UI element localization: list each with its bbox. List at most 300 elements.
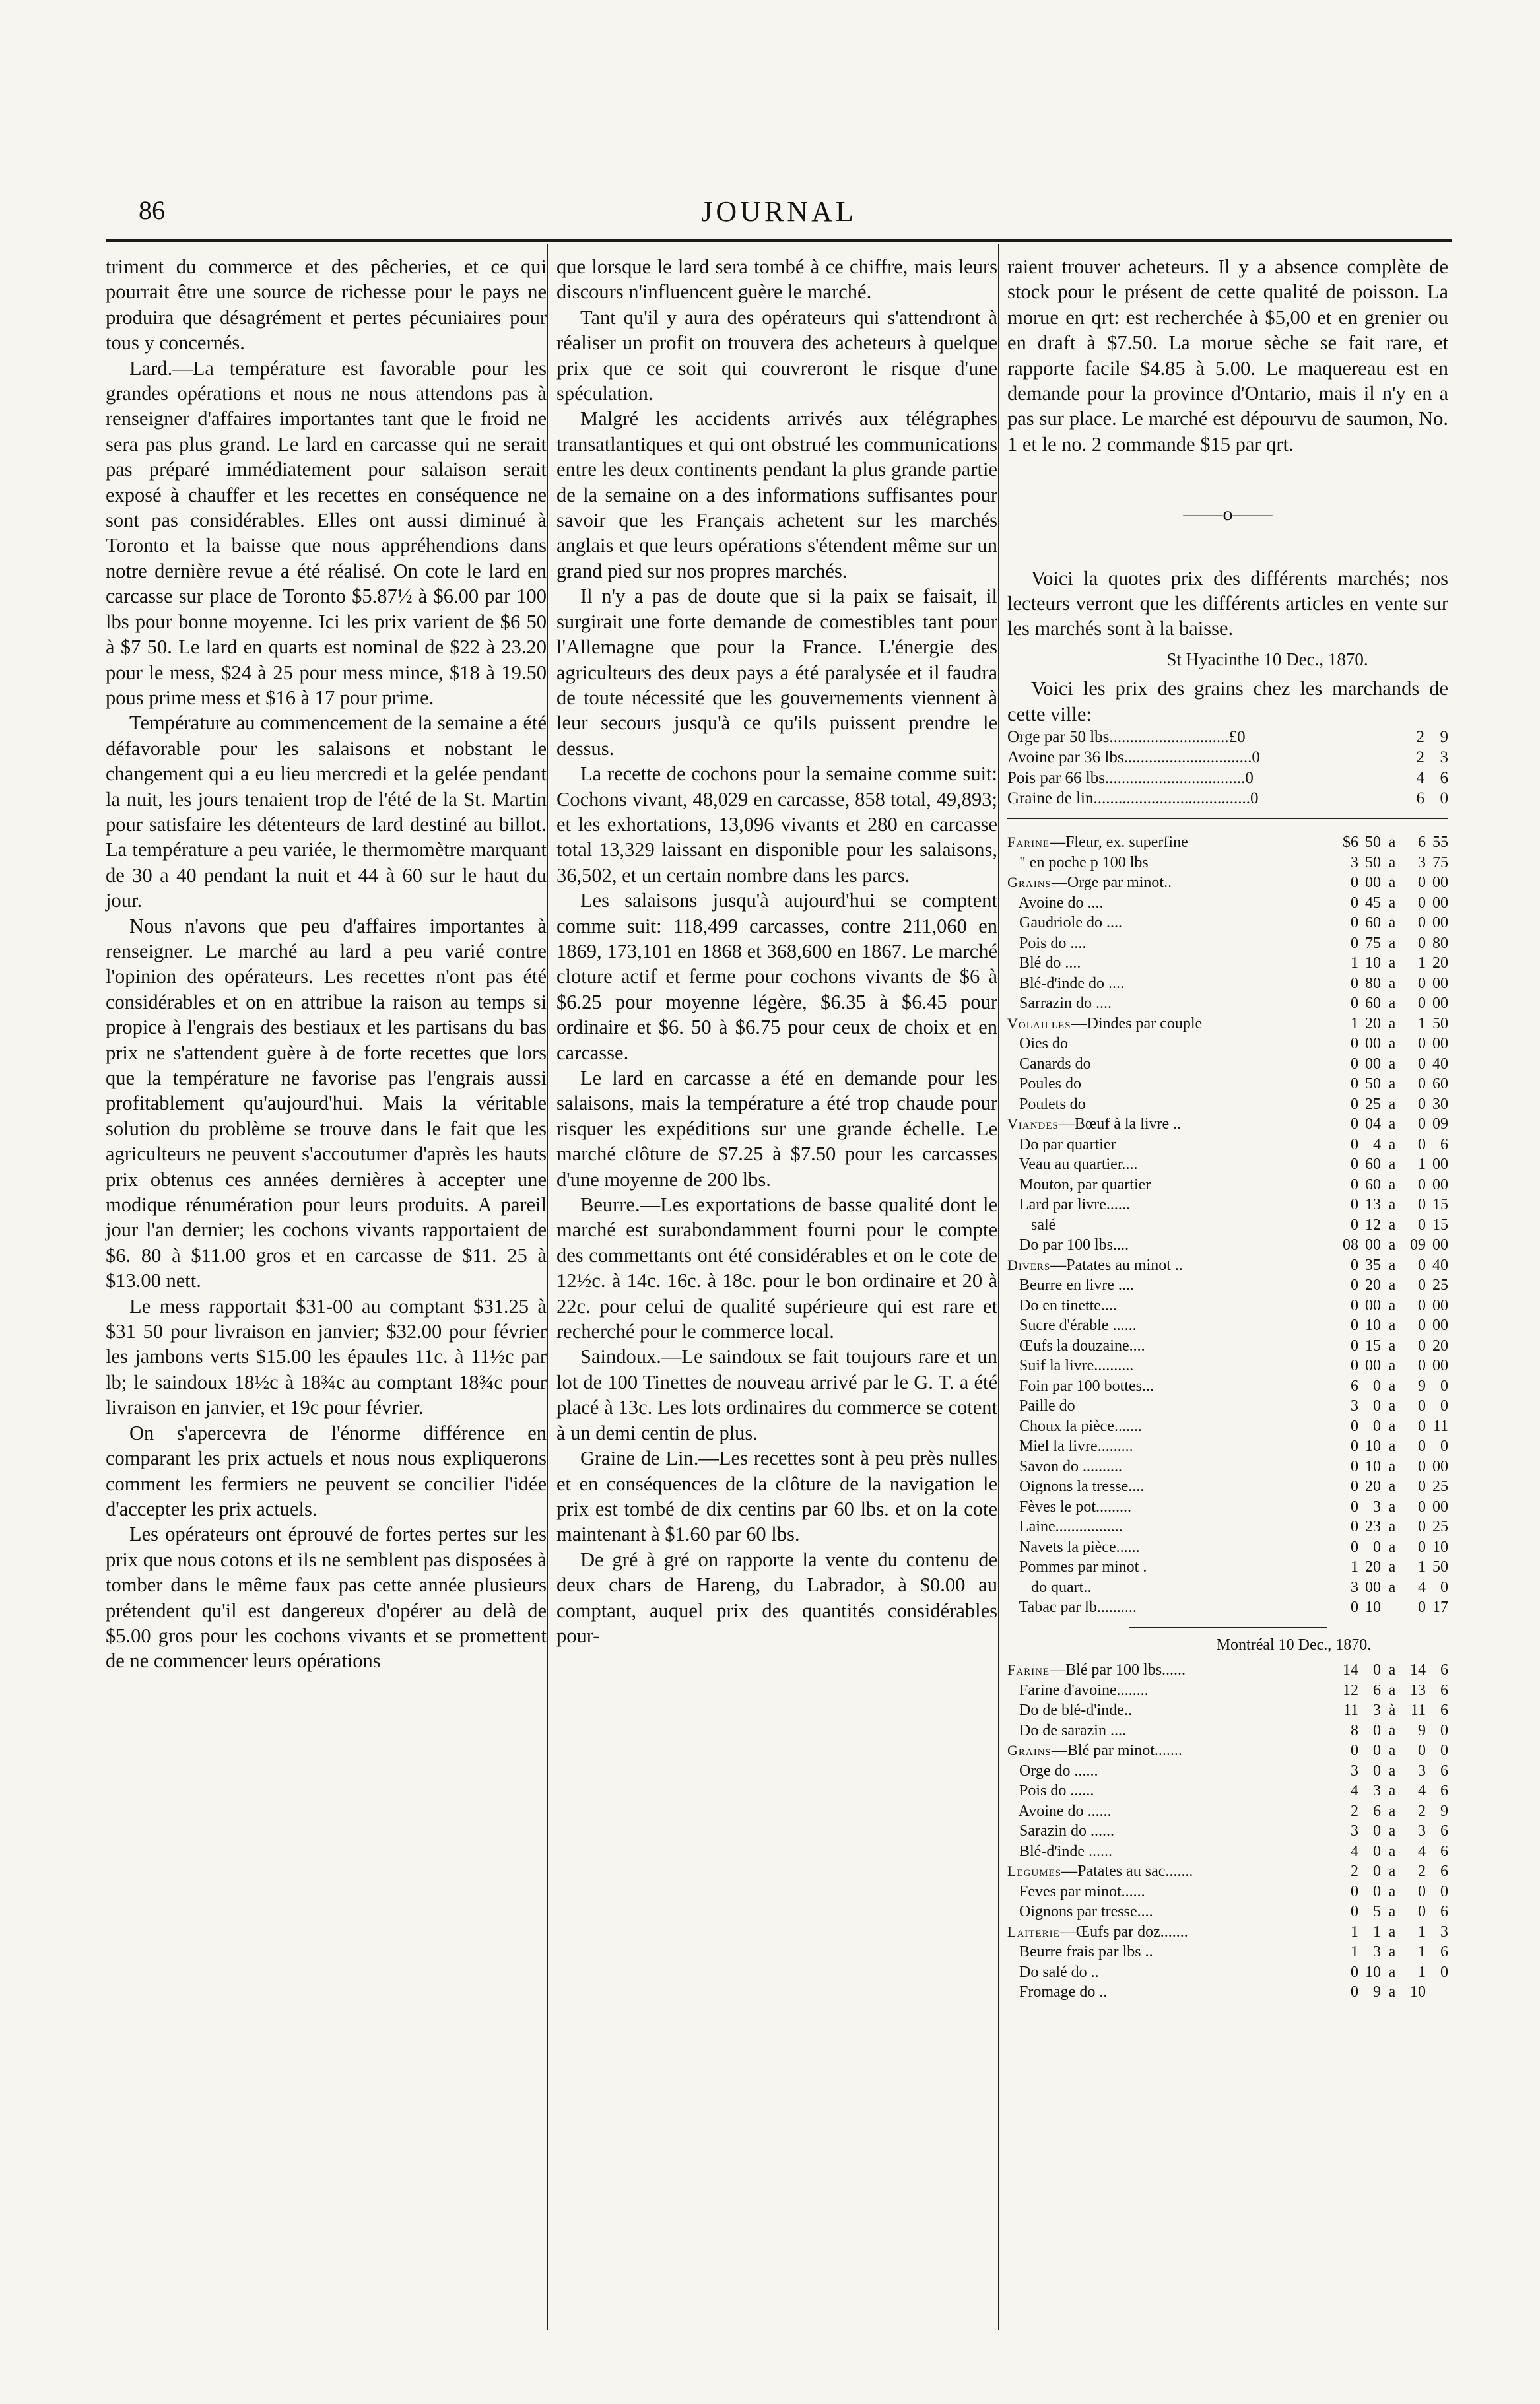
table-row	[1007, 1660, 1448, 1681]
price-v2: 20	[1365, 1478, 1381, 1496]
price-v4: 40	[1432, 1256, 1448, 1274]
price-v4: 00	[1432, 1156, 1448, 1174]
price-v4: 15	[1432, 1216, 1448, 1234]
item-label: Choux la pièce.......	[1007, 1417, 1142, 1435]
price-v3: 0	[1418, 1176, 1426, 1193]
price-a: a	[1388, 1518, 1396, 1536]
price-v1: 0	[1351, 1296, 1358, 1314]
price-v1: 0	[1351, 894, 1358, 912]
price-v4: 0	[1440, 1721, 1448, 1739]
category-label: Farine	[1007, 1661, 1050, 1678]
price-a: a	[1388, 954, 1396, 972]
cell-a: 6	[1416, 789, 1424, 808]
price-v3: 0	[1418, 1256, 1426, 1274]
price-v2: 00	[1365, 1296, 1381, 1314]
price-v2: 5	[1373, 1903, 1381, 1920]
table-row	[1007, 1275, 1448, 1296]
item-label: —Patates au sac.......	[1061, 1863, 1193, 1880]
price-v1: 0	[1351, 1337, 1358, 1354]
category-label: Viandes	[1007, 1116, 1059, 1133]
price-v3: 0	[1418, 1903, 1426, 1920]
item-label: Mouton, par quartier	[1007, 1176, 1151, 1193]
price-v4: 75	[1432, 853, 1448, 871]
price-v3: 0	[1418, 1296, 1426, 1314]
price-a: a	[1388, 1822, 1396, 1840]
price-v1: 0	[1351, 1903, 1358, 1920]
table-row	[1007, 1801, 1448, 1822]
price-v1: 4	[1351, 1782, 1358, 1799]
item-label: salé	[1007, 1216, 1056, 1234]
item-label: Do par 100 lbs....	[1007, 1236, 1129, 1254]
price-v3: 0	[1418, 1438, 1426, 1455]
price-a: a	[1388, 1296, 1396, 1314]
item-label: —Fleur, ex. superfine	[1050, 834, 1188, 851]
price-v3: 0	[1418, 934, 1426, 952]
price-v4: 00	[1432, 995, 1448, 1013]
table-row	[1007, 913, 1448, 933]
table-row	[1007, 1114, 1448, 1135]
price-v3: 0	[1418, 1135, 1426, 1153]
price-v3: 0	[1418, 1196, 1426, 1214]
price-v4: 00	[1432, 1357, 1448, 1375]
price-v2: 6	[1373, 1681, 1381, 1699]
item-label: Pois do ......	[1007, 1782, 1094, 1799]
table-row	[1007, 974, 1448, 994]
table-row	[1007, 893, 1448, 914]
price-v2: 60	[1365, 1156, 1381, 1174]
price-v3: 4	[1418, 1578, 1426, 1596]
price-a: a	[1388, 1802, 1396, 1820]
item-cell	[1007, 1942, 1336, 1962]
price-v1: 0	[1351, 1256, 1358, 1274]
price-v4: 6	[1440, 1842, 1448, 1860]
price-v2: 3	[1373, 1498, 1381, 1516]
paragraph: Température au commencement de la semaine a été défavorable pour les salaisons et nobstant le changement qui a eu lieu mercredi et la gelée pendant la nuit, les jours tenaient trop de l'été de la St. Martin pour satisfaire les détenteurs de lard destiné au billot. La température a peu variée, le thermomètre marquant de 30 a 40 pendant la nuit et 44 à 60 sur le haut du jour.	[106, 712, 547, 912]
price-v2: 45	[1365, 894, 1381, 912]
category-label: Laiterie	[1007, 1923, 1060, 1940]
price-a: a	[1388, 874, 1396, 892]
price-v3: 1	[1418, 1015, 1426, 1032]
price-v3: 6	[1418, 834, 1426, 851]
column-3	[1007, 254, 1448, 2003]
price-a: a	[1388, 1742, 1396, 1759]
price-v3: 3	[1418, 853, 1426, 871]
price-v2: 50	[1365, 1075, 1381, 1093]
item-cell	[1007, 1537, 1336, 1558]
item-label: —Blé par minot.......	[1051, 1742, 1182, 1759]
item-cell	[1007, 1902, 1336, 1922]
price-v4: 00	[1432, 1176, 1448, 1193]
table-row	[1007, 1922, 1448, 1943]
item-cell	[1007, 953, 1336, 974]
cell-label: Orge par 50 lbs.............................£0	[1007, 728, 1246, 747]
item-cell	[1007, 1014, 1336, 1034]
price-v2: 75	[1365, 934, 1381, 952]
price-v1: 8	[1351, 1721, 1358, 1739]
price-v1: 0	[1351, 1518, 1358, 1536]
item-label: Fèves le pot.........	[1007, 1498, 1131, 1516]
price-a: a	[1388, 914, 1396, 932]
price-v2: 0	[1373, 1842, 1381, 1860]
table-row	[1007, 1195, 1448, 1215]
paragraph: Lard.—La température est favorable pour les grandes opérations et nous ne nous attendons pas à renseigner d'affaires importantes tant que le froid ne sera pas plus grand. Le lard en carcasse qui ne serait pas préparé immédiatement pour salaison serait exposé à chauffer et les recettes en conséquence ne sont pas considérables. Elles ont aussi diminué à Toronto et la baisse que nous appréhendions dans notre dernière revue a été réalisé. On cote le lard en carcasse sur place de Toronto $5.87½ à $6.00 par 100 lbs pour bonne moyenne. Ici les prix varient de $6 50 à $7 50. Le lard en quarts est nominal de $22 à 23.20 pour le mess, $24 à 25 pour mess mince, $18 à 19.50 pous prime mess et $16 à 17 pour prime.	[106, 356, 547, 709]
price-a: a	[1388, 995, 1396, 1013]
price-v1: 0	[1351, 1538, 1358, 1556]
paragraph: Tant qu'il y aura des opérateurs qui s'attendront à réaliser un profit on trouvera des acheteurs à quelque prix que ce soit qui couvreront le risque d'une spéculation.	[556, 306, 997, 405]
item-label: Orge do ......	[1007, 1762, 1098, 1780]
price-v3: 9	[1418, 1377, 1426, 1395]
paragraph: Il n'y a pas de doute que si la paix se faisait, il surgirait une forte demande de comestibles tant pour l'Allemagne que pour la France. L'énergie des agriculteurs des deux pays a été paralysée et il faudra de toute nécessité que les gouvernements viennent à leur secours jusqu'à ce qu'ils puissent prendre le dessus.	[556, 585, 997, 760]
item-cell	[1007, 1275, 1336, 1296]
item-label: Avoine do ....	[1007, 894, 1104, 912]
price-v2: 20	[1365, 1015, 1381, 1032]
item-cell	[1007, 1861, 1336, 1882]
category-label: Farine	[1007, 834, 1050, 851]
table-row	[1007, 1034, 1448, 1054]
price-a: a	[1388, 1216, 1396, 1234]
price-v1: 1	[1351, 954, 1358, 972]
item-label: —Dindes par couple	[1071, 1015, 1203, 1032]
column-1	[106, 254, 547, 1674]
item-cell	[1007, 1801, 1336, 1822]
table-row	[1007, 788, 1448, 809]
price-v1: 0	[1351, 1075, 1358, 1093]
price-v2: 04	[1365, 1116, 1381, 1133]
table-row	[1007, 1296, 1448, 1316]
item-cell	[1007, 974, 1336, 994]
price-v1: 0	[1351, 1742, 1358, 1759]
item-label: Foin par 100 bottes...	[1007, 1377, 1154, 1395]
table-row	[1007, 1962, 1448, 1983]
price-v4: 25	[1432, 1518, 1448, 1536]
price-v3: 0	[1418, 1742, 1426, 1759]
price-v1: 0	[1351, 1176, 1358, 1193]
item-label: do quart..	[1007, 1578, 1092, 1596]
price-v4: 0	[1440, 1438, 1448, 1455]
price-v2: 20	[1365, 1277, 1381, 1294]
montreal-dateline: Montréal 10 Dec., 1870.	[1216, 1636, 1372, 1653]
price-v1: 0	[1351, 1417, 1358, 1435]
item-cell	[1007, 1255, 1336, 1276]
table-row	[1007, 1842, 1448, 1862]
price-v2: 60	[1365, 995, 1381, 1013]
price-v2: 00	[1365, 874, 1381, 892]
price-a: a	[1388, 1498, 1396, 1516]
table-rule	[1007, 818, 1448, 819]
price-a: a	[1388, 1903, 1396, 1920]
price-v2: 6	[1373, 1802, 1381, 1820]
price-v2: 0	[1373, 1417, 1381, 1435]
category-label: Divers	[1007, 1256, 1051, 1273]
price-v1: 0	[1351, 914, 1358, 932]
item-label: Blé-d'inde ......	[1007, 1842, 1112, 1860]
price-v3: 4	[1418, 1842, 1426, 1860]
item-label: Beurre en livre ....	[1007, 1277, 1134, 1294]
item-label: Do en tinette....	[1007, 1296, 1117, 1314]
price-v3: 1	[1418, 1943, 1426, 1960]
item-cell	[1007, 1054, 1336, 1075]
table-row	[1007, 1396, 1448, 1417]
price-a: a	[1388, 1558, 1396, 1576]
item-cell	[1007, 1436, 1336, 1457]
price-a: a	[1388, 1661, 1396, 1679]
item-cell	[1007, 1700, 1336, 1721]
item-label: Fromage do ..	[1007, 1984, 1108, 2001]
item-label: Pois do ....	[1007, 934, 1087, 952]
price-v1: 1	[1351, 1015, 1358, 1032]
price-v3: 1	[1418, 1963, 1426, 1981]
price-v2: 0	[1373, 1377, 1381, 1395]
price-a: a	[1388, 1397, 1396, 1415]
column-divider-1	[547, 244, 548, 2330]
paragraph: Graine de Lin.—Les recettes sont à peu près nulles et en conséquences de la clôture de la navigation le prix est tombé de dix centins par 60 lbs. et on la cote maintenant à $1.60 par 60 lbs.	[556, 1447, 997, 1546]
price-v2: 9	[1373, 1984, 1381, 2001]
price-v2: 10	[1365, 1599, 1381, 1617]
item-label: Navets la pièce......	[1007, 1538, 1140, 1556]
price-v4: 6	[1440, 1863, 1448, 1880]
price-a: a	[1388, 1236, 1396, 1254]
price-v1: 0	[1351, 1963, 1358, 1981]
price-v1: 1	[1351, 1923, 1358, 1941]
item-cell	[1007, 1114, 1336, 1135]
category-label: Legumes	[1007, 1863, 1062, 1879]
price-v2: 60	[1365, 914, 1381, 932]
price-v1: 4	[1351, 1842, 1358, 1860]
price-v1: 0	[1351, 1216, 1358, 1234]
price-v2: 15	[1365, 1337, 1381, 1354]
paragraph: Les salaisons jusqu'à aujourd'hui se comptent comme suit: 118,499 carcasses, contre 211,060 en 1869, 173,101 en 1868 et 368,600 en 1867. Le marché cloture actif et ferme pour cochons vivants de $6 à $6.25 pour moyenne légère, $6.35 à $6.45 pour ordinaire et $6. 50 à $6.75 pour ceux de choix et en carcasse.	[556, 889, 997, 1064]
price-v3: 0	[1418, 1478, 1426, 1496]
price-v3: 0	[1418, 874, 1426, 892]
item-cell	[1007, 1982, 1336, 2003]
price-v2: 20	[1365, 1558, 1381, 1576]
table-row	[1007, 1982, 1448, 2003]
price-a: a	[1388, 1035, 1396, 1053]
price-v2: 1	[1373, 1923, 1381, 1941]
price-v3: 3	[1418, 1822, 1426, 1840]
page-header	[106, 195, 1452, 234]
table-row	[1007, 1316, 1448, 1336]
price-v1: 0	[1351, 1317, 1358, 1335]
table-row	[1007, 1436, 1448, 1457]
st-hyacinthe-grain-table	[1007, 727, 1448, 809]
item-cell	[1007, 1681, 1336, 1701]
price-v3: 4	[1418, 1782, 1426, 1799]
price-v3: 0	[1418, 1277, 1426, 1294]
table-row	[1007, 1376, 1448, 1397]
price-v1: 3	[1351, 1578, 1358, 1596]
price-v1: 3	[1351, 853, 1358, 871]
price-v4: 00	[1432, 914, 1448, 932]
price-v2: 0	[1373, 1721, 1381, 1739]
price-v4: 40	[1432, 1055, 1448, 1073]
price-v4: 17	[1432, 1599, 1448, 1617]
price-v4: 3	[1440, 1923, 1448, 1941]
price-v3: 0	[1418, 1538, 1426, 1556]
price-v4: 6	[1440, 1661, 1448, 1679]
price-v4: 00	[1432, 1296, 1448, 1314]
price-v2: 10	[1365, 1963, 1381, 1981]
item-label: Poules do	[1007, 1075, 1082, 1093]
table-row	[1007, 1336, 1448, 1356]
item-label: Lard par livre......	[1007, 1196, 1130, 1214]
item-cell	[1007, 1175, 1336, 1195]
price-v3: 13	[1410, 1681, 1426, 1699]
price-v3: 0	[1418, 995, 1426, 1013]
table-row	[1007, 1942, 1448, 1962]
table-row	[1007, 1074, 1448, 1094]
table-row	[1007, 768, 1448, 788]
price-a: a	[1388, 1943, 1396, 1960]
price-v3: 0	[1418, 1457, 1426, 1475]
price-v1: 2	[1351, 1802, 1358, 1820]
price-v1: 3	[1351, 1822, 1358, 1840]
price-a: a	[1388, 1317, 1396, 1335]
price-v2: 0	[1373, 1742, 1381, 1759]
table-row	[1007, 1861, 1448, 1882]
price-v4: 15	[1432, 1196, 1448, 1214]
price-v4: 20	[1432, 1337, 1448, 1354]
price-v2: 0	[1373, 1883, 1381, 1900]
price-a: à	[1388, 1702, 1396, 1719]
price-v4: 0	[1440, 1963, 1448, 1981]
cell-label: Pois par 66 lbs..................................0	[1007, 769, 1254, 787]
item-cell	[1007, 1235, 1336, 1255]
table-row	[1007, 1215, 1448, 1236]
price-v2: 00	[1365, 1236, 1381, 1254]
price-v4: 00	[1432, 1457, 1448, 1475]
item-cell	[1007, 1962, 1336, 1983]
item-label: Pommes par minot .	[1007, 1558, 1147, 1576]
price-v2: 60	[1365, 1176, 1381, 1193]
price-v1: 0	[1351, 934, 1358, 952]
table-row	[1007, 747, 1448, 768]
price-v3: 0	[1418, 1599, 1426, 1617]
cell-label: Avoine par 36 lbs...............................0	[1007, 749, 1260, 767]
price-v2: 50	[1365, 834, 1381, 851]
item-cell	[1007, 1842, 1336, 1862]
table-row	[1007, 1417, 1448, 1437]
item-label: Savon do ..........	[1007, 1457, 1122, 1475]
price-v3: 1	[1418, 1156, 1426, 1174]
item-cell	[1007, 1741, 1336, 1761]
price-v1: 3	[1351, 1397, 1358, 1415]
price-v1: 0	[1351, 1438, 1358, 1455]
item-label: Do par quartier	[1007, 1135, 1116, 1153]
price-v4: 50	[1432, 1558, 1448, 1576]
item-cell	[1007, 1781, 1336, 1801]
item-cell	[1007, 1396, 1336, 1417]
item-cell	[1007, 1094, 1336, 1115]
cell-b: 0	[1440, 789, 1448, 808]
quotes-intro: Voici la quotes prix des différents marchés; nos lecteurs verront que les différents articles en vente sur les marchés sont à la baisse.	[1007, 566, 1448, 640]
table-row	[1007, 1054, 1448, 1075]
paragraph: Beurre.—Les exportations de basse qualité dont le marché est surabondamment fourni pour le compte des commettants ont été considérables et on le cote de 12½c. à 14c. 16c. à 18c. pour le bon ordinaire et 20 à 22c. pour celui de qualité supérieure qui est rare et recherché pour le commerce local.	[556, 1193, 997, 1343]
item-label: Œufs la douzaine....	[1007, 1337, 1145, 1354]
item-label: Oignons la tresse....	[1007, 1478, 1145, 1496]
price-v4: 50	[1432, 1015, 1448, 1032]
price-v3: 0	[1418, 1518, 1426, 1536]
price-a: a	[1388, 974, 1396, 992]
price-v1: 0	[1351, 1095, 1358, 1113]
table-row	[1007, 1761, 1448, 1782]
price-v1: 0	[1351, 1883, 1358, 1900]
item-label: Suif la livre..........	[1007, 1357, 1134, 1375]
price-v3: 1	[1418, 954, 1426, 972]
price-v3: 0	[1418, 1055, 1426, 1073]
table-row	[1007, 1597, 1448, 1618]
price-a: a	[1388, 1984, 1396, 2001]
price-v2: 10	[1365, 1317, 1381, 1335]
column-2	[556, 254, 997, 1648]
price-v3: 0	[1418, 1883, 1426, 1900]
price-v3: 3	[1418, 1762, 1426, 1780]
price-v2: 0	[1373, 1822, 1381, 1840]
price-a: a	[1388, 1538, 1396, 1556]
price-v4: 0	[1440, 1883, 1448, 1900]
price-v4: 9	[1440, 1802, 1448, 1820]
price-v2: 25	[1365, 1095, 1381, 1113]
price-v3: 0	[1418, 1116, 1426, 1133]
price-v4: 25	[1432, 1478, 1448, 1496]
st-hyacinthe-intro: Voici les prix des grains chez les marchands de cette ville:	[1007, 677, 1448, 725]
montreal-price-table	[1007, 1660, 1448, 2003]
price-v4: 00	[1432, 1236, 1448, 1254]
item-label: —Patates au minot ..	[1050, 1256, 1183, 1274]
price-v1: 0	[1351, 1196, 1358, 1214]
cell-b: 6	[1440, 769, 1448, 787]
price-a: a	[1388, 1842, 1396, 1860]
price-a: a	[1388, 1478, 1396, 1496]
table-row	[1007, 1681, 1448, 1701]
price-v4: 0	[1440, 1397, 1448, 1415]
table-row	[1007, 1781, 1448, 1801]
price-v3: 0	[1418, 974, 1426, 992]
item-label: —Orge par minot..	[1051, 874, 1172, 892]
price-a: a	[1388, 934, 1396, 952]
item-label: Oignons par tresse....	[1007, 1903, 1153, 1920]
price-v4: 20	[1432, 954, 1448, 972]
price-v3: 0	[1418, 1216, 1426, 1234]
item-label: Sarazin do ......	[1007, 1822, 1114, 1840]
price-v3: 9	[1418, 1721, 1426, 1739]
price-v4: 6	[1440, 1822, 1448, 1840]
price-v2: 10	[1365, 1457, 1381, 1475]
item-label: Farine d'avoine........	[1007, 1681, 1149, 1699]
item-cell	[1007, 853, 1336, 873]
price-v3: 1	[1418, 1558, 1426, 1576]
price-a: a	[1388, 1075, 1396, 1093]
item-cell	[1007, 1660, 1336, 1681]
price-v4: 00	[1432, 1317, 1448, 1335]
item-label: Sarrazin do ....	[1007, 995, 1112, 1013]
price-v4: 00	[1432, 974, 1448, 992]
item-cell	[1007, 1517, 1336, 1537]
montreal-rule	[1129, 1627, 1327, 1628]
price-a: a	[1388, 853, 1396, 871]
item-label: —Blé par 100 lbs......	[1050, 1661, 1186, 1679]
item-label: Poulets do	[1007, 1095, 1086, 1113]
price-a: a	[1388, 894, 1396, 912]
table-row	[1007, 1235, 1448, 1255]
price-a: a	[1388, 1963, 1396, 1981]
price-v2: 23	[1365, 1518, 1381, 1536]
price-v3: 0	[1418, 914, 1426, 932]
price-v3: 2	[1418, 1863, 1426, 1880]
price-v2: 00	[1365, 1055, 1381, 1073]
item-label: Miel la livre.........	[1007, 1438, 1133, 1455]
price-v3: 0	[1418, 1075, 1426, 1093]
